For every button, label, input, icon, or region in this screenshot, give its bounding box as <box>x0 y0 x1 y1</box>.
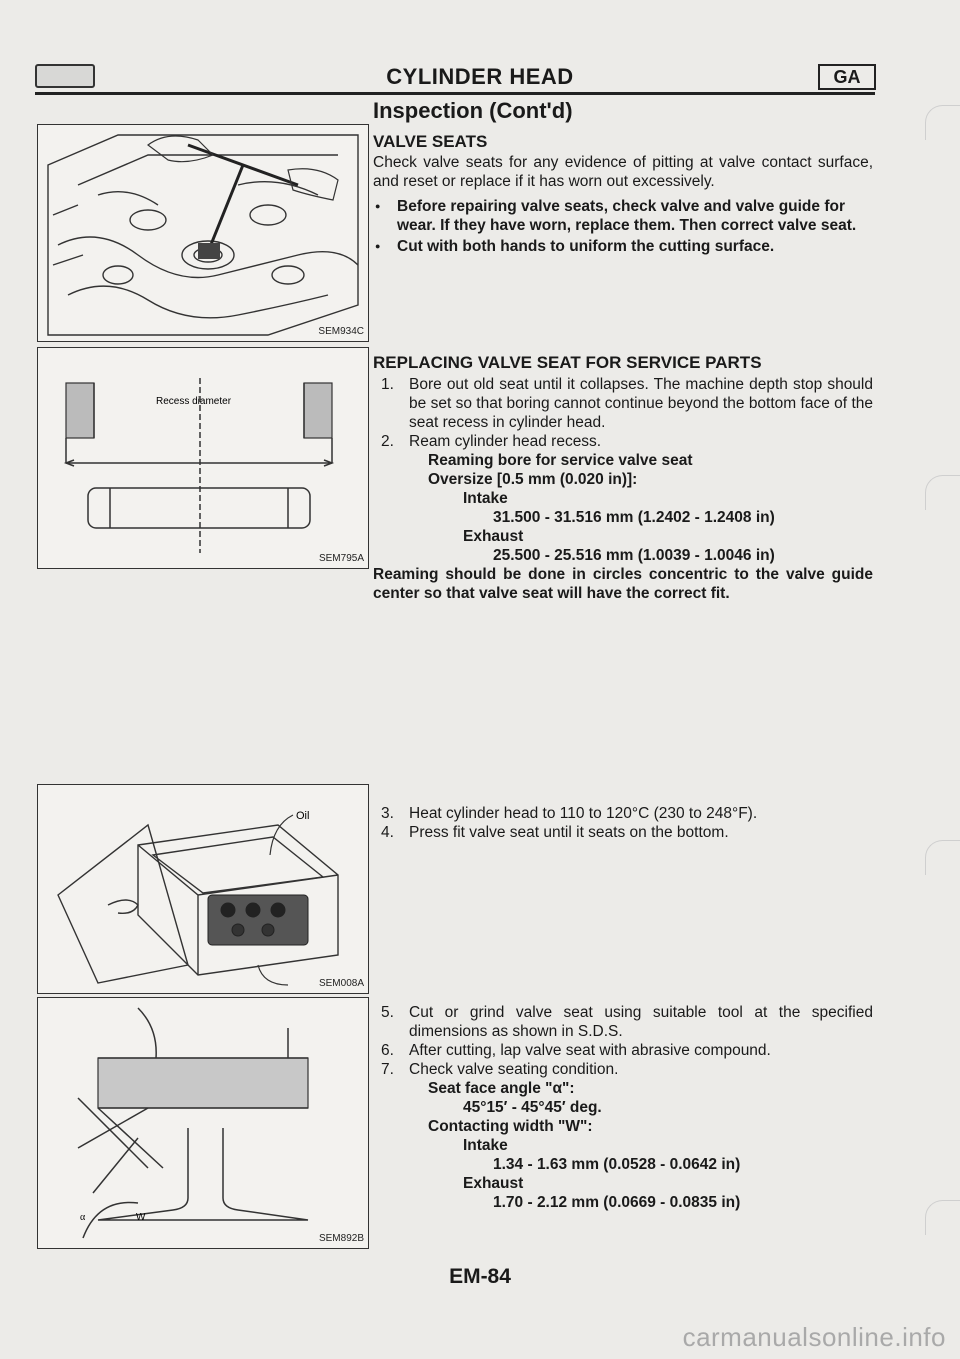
oil-label: Oil <box>296 810 310 822</box>
spec-title: Reaming bore for service valve seat <box>428 452 693 469</box>
step-2 <box>373 432 873 451</box>
figure-code: SEM008A <box>318 978 364 989</box>
width-exhaust-value: 1.70 - 2.12 mm (0.0669 - 0.0835 in) <box>493 1194 741 1211</box>
valve-seats-bullet-2: ● Cut with both hands to uniform the cutting surface. <box>373 237 873 256</box>
step-5-text: Cut or grind valve seat using suitable tool at the specified dimensions as shown in S.D.S. <box>409 1004 873 1040</box>
figure-seat-angle <box>37 997 369 1249</box>
figure-reamer <box>37 124 369 342</box>
replacing-section <box>373 353 873 603</box>
engine-badge: GA <box>818 64 876 90</box>
contact-width-label: Contacting width "W": <box>428 1118 593 1135</box>
step-4-number: 4. <box>381 824 394 841</box>
step-4 <box>373 823 873 842</box>
spec-intake-label: Intake <box>463 490 508 507</box>
step-7-number: 7. <box>381 1061 394 1078</box>
valve-seats-heading: VALVE SEATS <box>373 132 488 151</box>
step-5-number: 5. <box>381 1004 394 1021</box>
w-label: W <box>136 1212 146 1223</box>
figure-code: SEM892B <box>318 1233 364 1244</box>
step-3 <box>373 804 873 823</box>
spec-intake-value: 31.500 - 31.516 mm (1.2402 - 1.2408 in) <box>493 509 775 526</box>
binder-ring-mark <box>925 475 960 510</box>
figure-code: SEM934C <box>318 326 364 337</box>
step-3-number: 3. <box>381 805 394 822</box>
recess-diagram <box>38 348 368 568</box>
recess-diameter-label: Recess diameter <box>156 396 232 407</box>
step-7 <box>373 1060 873 1079</box>
seat-angle-label: Seat face angle "α": <box>428 1080 575 1097</box>
width-exhaust-label: Exhaust <box>463 1175 524 1192</box>
binder-ring-mark <box>925 105 960 140</box>
width-intake-value: 1.34 - 1.63 mm (0.0528 - 0.0642 in) <box>493 1156 741 1173</box>
valve-seats-intro: Check valve seats for any evidence of pitting at valve contact surface, and reset or replace if it has worn out excessively. <box>373 154 873 190</box>
figure-recess-diameter <box>37 347 369 569</box>
valve-seats-section <box>373 132 873 256</box>
page-subtitle: Inspection (Cont'd) <box>373 98 573 123</box>
oil-bath-illustration <box>38 785 368 993</box>
step-1-number: 1. <box>381 376 394 393</box>
reaming-note: Reaming should be done in circles concentric to the valve guide center so that valve seat will have the correct fit. <box>373 566 873 602</box>
seat-angle-diagram <box>38 998 368 1248</box>
step-6-number: 6. <box>381 1042 394 1059</box>
binder-ring-mark <box>925 1200 960 1235</box>
page-number: EM-84 <box>449 1265 511 1288</box>
step-3-text: Heat cylinder head to 110 to 120°C (230 to 248°F). <box>409 805 758 822</box>
reamer-illustration <box>38 125 368 341</box>
step-5 <box>373 1003 873 1041</box>
step-6-text: After cutting, lap valve seat with abrasive compound. <box>409 1042 771 1059</box>
cut-section <box>373 1003 873 1212</box>
replacing-heading: REPLACING VALVE SEAT FOR SERVICE PARTS <box>373 353 762 372</box>
step-2-text: Ream cylinder head recess. <box>409 433 602 450</box>
binder-ring-mark <box>925 840 960 875</box>
alpha-label: α <box>80 1212 86 1223</box>
step-2-number: 2. <box>381 433 394 450</box>
spec-oversize: Oversize [0.5 mm (0.020 in)]: <box>428 471 638 488</box>
step-7-text: Check valve seating condition. <box>409 1061 619 1078</box>
page-title: CYLINDER HEAD <box>386 64 574 89</box>
header-rule <box>35 92 875 95</box>
figure-code: SEM795A <box>318 553 364 564</box>
step-6 <box>373 1041 873 1060</box>
spec-exhaust-label: Exhaust <box>463 528 524 545</box>
width-intake-label: Intake <box>463 1137 508 1154</box>
figure-oil-bath <box>37 784 369 994</box>
spec-exhaust-value: 25.500 - 25.516 mm (1.0039 - 1.0046 in) <box>493 547 775 564</box>
heat-section <box>373 804 873 842</box>
seat-angle-value: 45°15′ - 45°45′ deg. <box>463 1099 602 1116</box>
step-1 <box>373 375 873 432</box>
step-4-text: Press fit valve seat until it seats on the bottom. <box>409 824 729 841</box>
step-1-text: Bore out old seat until it collapses. The machine depth stop should be set so that boring cannot continue beyond the bottom face of the seat recess in cylinder head. <box>409 376 873 431</box>
watermark: carmanualsonline.info <box>682 1322 946 1352</box>
valve-seats-bullet-1: ● Before repairing valve seats, check valve and valve guide for wear. If they have worn, replace them. Then correct valve seat. <box>373 197 873 235</box>
